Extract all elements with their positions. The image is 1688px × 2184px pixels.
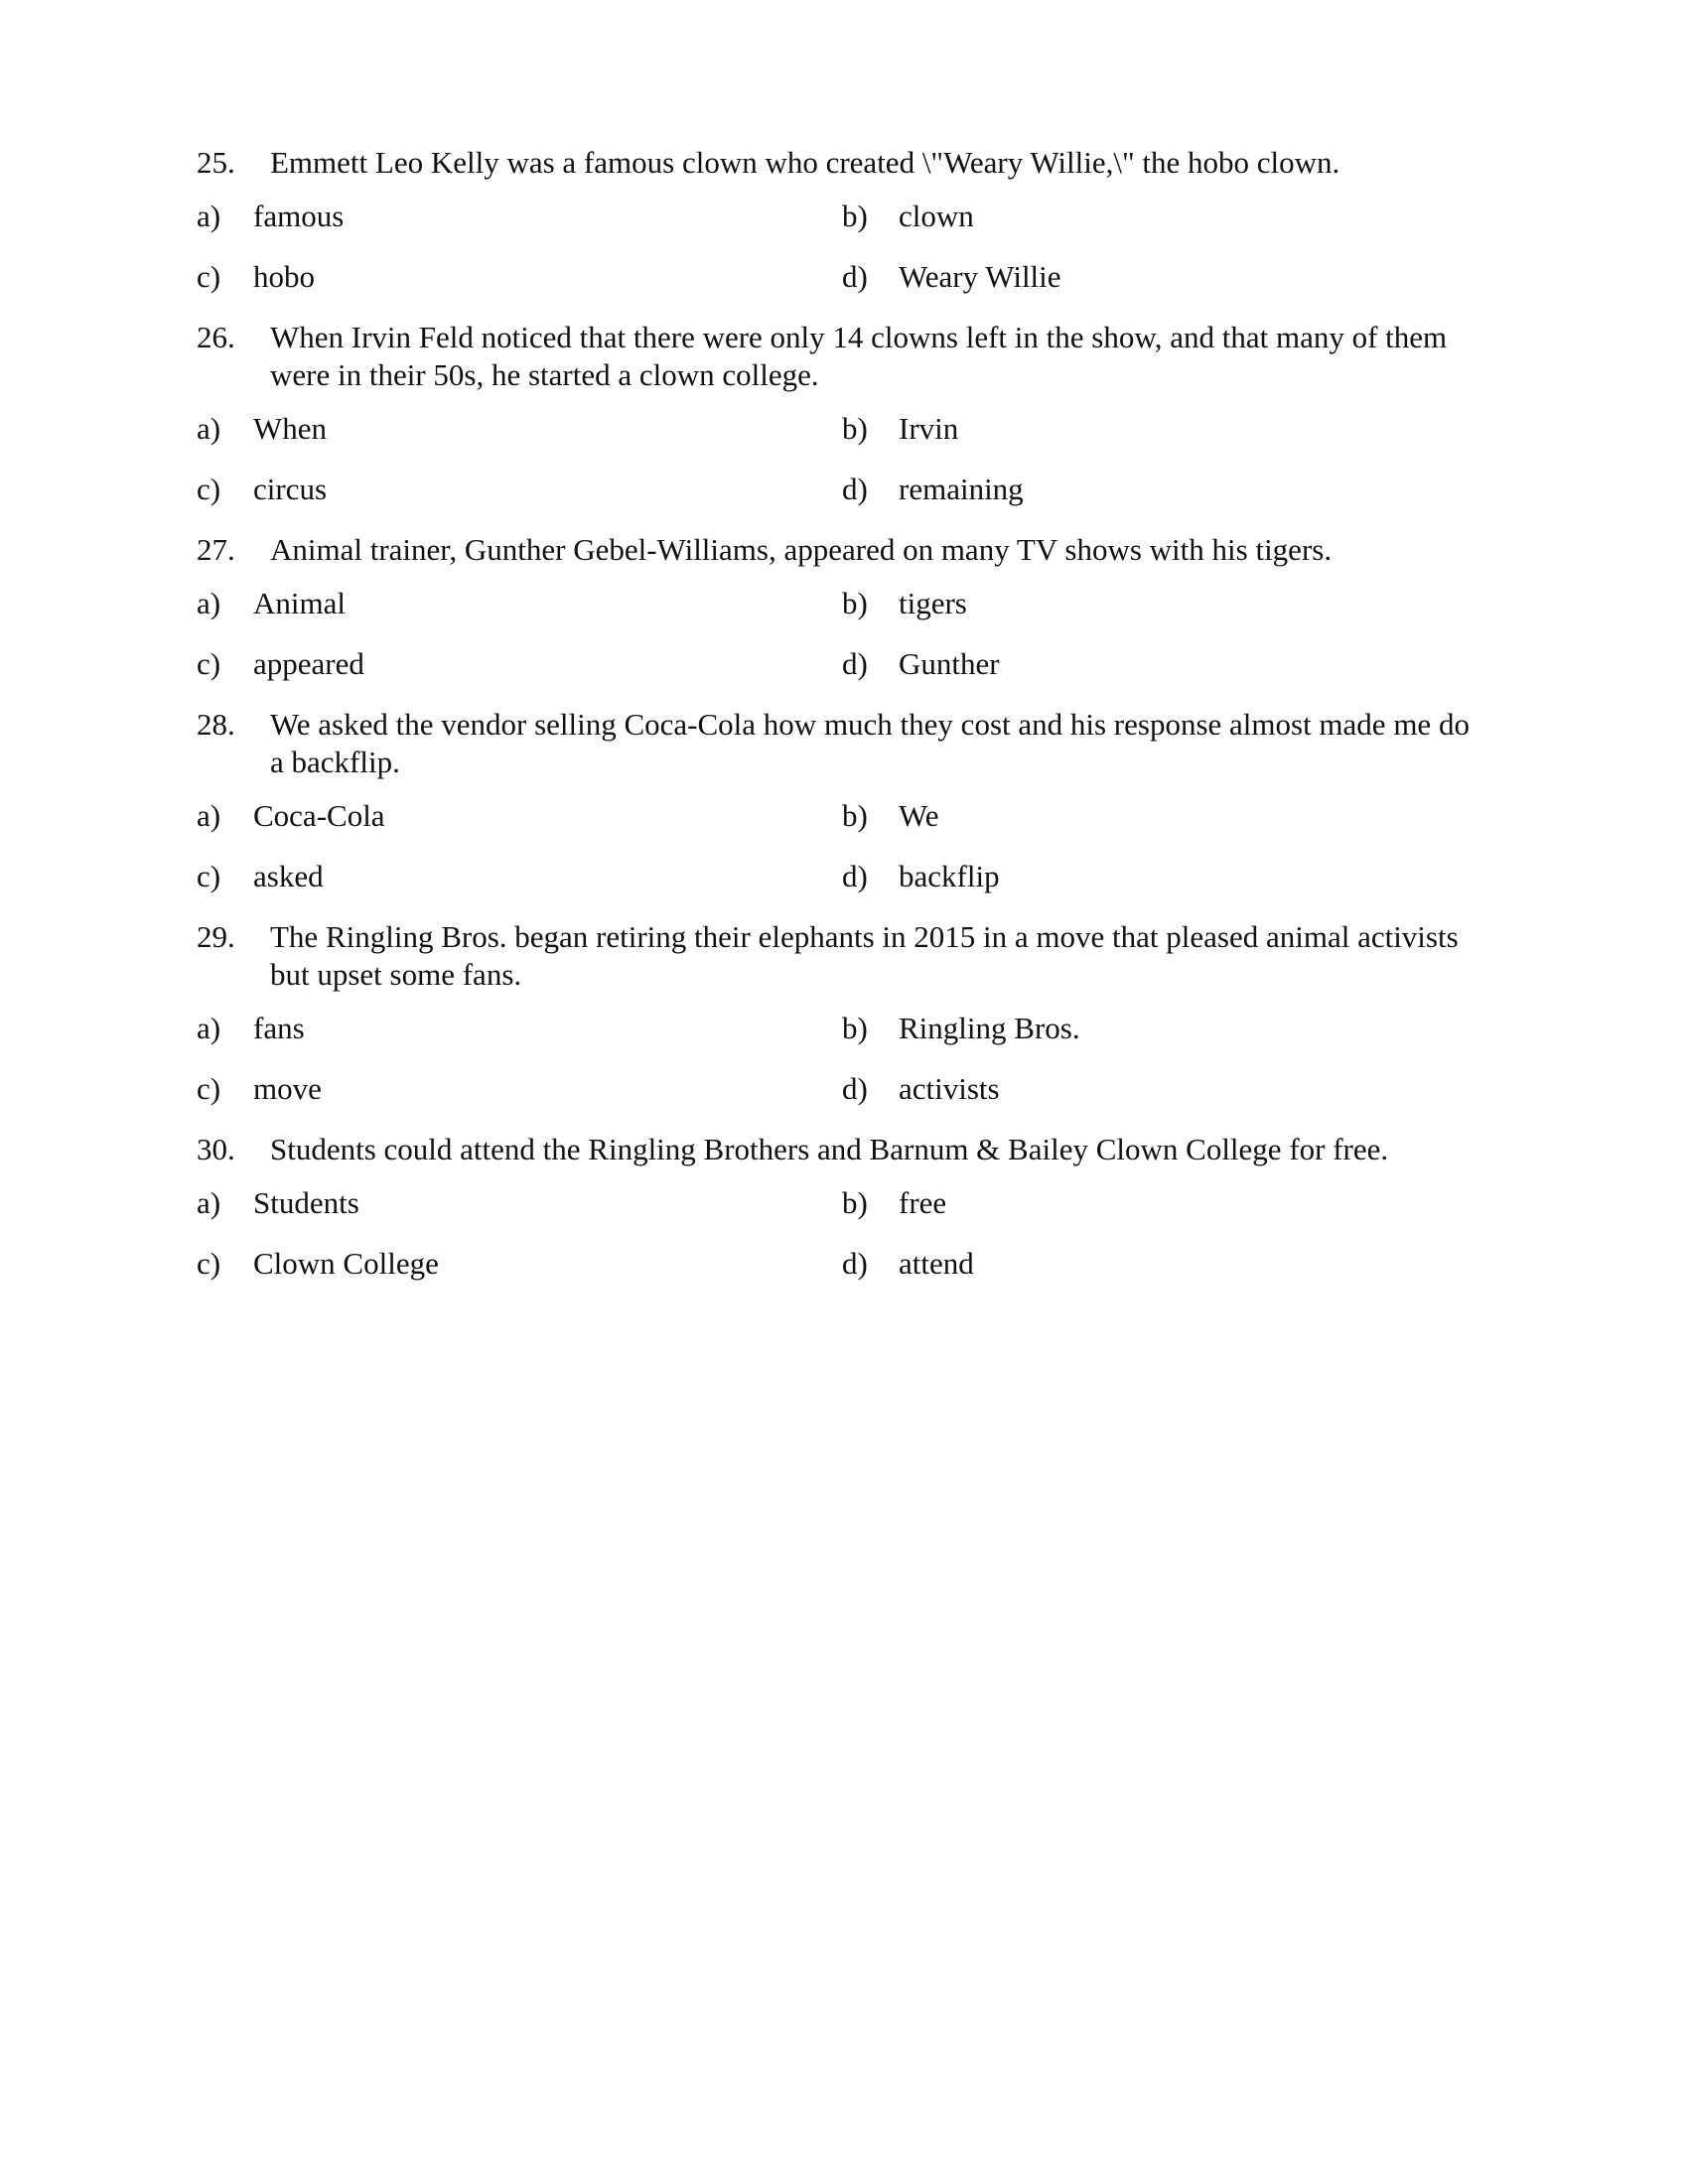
question-number: 30. — [197, 1132, 235, 1166]
question-number: 29. — [197, 919, 235, 954]
option-letter: d) — [842, 859, 868, 893]
question-text: When Irvin Feld noticed that there were only 14 clowns left in the show, and that many of them were in their 50s, he started a clown college. — [270, 320, 1448, 392]
option-text: tigers — [899, 586, 967, 620]
answer-options — [197, 585, 1487, 706]
question-stem — [197, 706, 1487, 781]
option-b — [842, 585, 1487, 622]
option-row — [197, 645, 1487, 706]
option-text: Clown College — [253, 1246, 439, 1281]
question-29 — [197, 918, 1487, 1131]
option-text: fans — [253, 1011, 305, 1045]
option-text: We — [899, 798, 939, 833]
option-b — [842, 797, 1487, 835]
option-letter: c) — [197, 472, 221, 506]
option-text: Ringling Bros. — [899, 1011, 1080, 1045]
option-b — [842, 198, 1487, 235]
question-text: The Ringling Bros. began retiring their elephants in 2015 in a move that pleased animal activists but upset some fans. — [270, 919, 1459, 992]
option-b — [842, 1184, 1487, 1222]
option-row — [197, 797, 1487, 858]
option-row — [197, 1245, 1487, 1305]
option-d — [842, 1245, 1487, 1283]
option-row — [197, 1070, 1487, 1131]
option-d — [842, 471, 1487, 508]
question-number: 27. — [197, 532, 235, 567]
option-text: When — [253, 411, 328, 446]
option-letter: d) — [842, 259, 868, 294]
question-26 — [197, 319, 1487, 531]
option-text: remaining — [899, 472, 1024, 506]
option-c — [197, 858, 842, 895]
option-row — [197, 471, 1487, 531]
option-b — [842, 410, 1487, 448]
question-stem — [197, 918, 1487, 994]
option-d — [842, 645, 1487, 683]
option-letter: a) — [197, 798, 221, 833]
option-text: free — [899, 1185, 947, 1220]
option-row — [197, 1184, 1487, 1245]
option-text: move — [253, 1071, 322, 1106]
option-letter: a) — [197, 199, 221, 233]
option-letter: c) — [197, 859, 221, 893]
option-text: Animal — [253, 586, 346, 620]
option-letter: d) — [842, 1246, 868, 1281]
option-text: appeared — [253, 646, 364, 681]
option-c — [197, 1070, 842, 1108]
option-text: backflip — [899, 859, 1000, 893]
option-letter: c) — [197, 259, 221, 294]
question-number: 26. — [197, 320, 235, 354]
question-number: 28. — [197, 707, 235, 742]
question-27 — [197, 531, 1487, 706]
option-text: Coca-Cola — [253, 798, 385, 833]
option-row — [197, 1010, 1487, 1070]
option-text: asked — [253, 859, 324, 893]
option-letter: c) — [197, 1071, 221, 1106]
option-text: Gunther — [899, 646, 1000, 681]
option-text: Students — [253, 1185, 359, 1220]
option-a — [197, 1010, 842, 1047]
question-number: 25. — [197, 145, 235, 180]
question-list — [197, 144, 1487, 1305]
option-letter: a) — [197, 1185, 221, 1220]
option-letter: a) — [197, 1011, 221, 1045]
option-letter: a) — [197, 411, 221, 446]
option-letter: c) — [197, 646, 221, 681]
option-letter: b) — [842, 798, 868, 833]
option-letter: a) — [197, 586, 221, 620]
option-row — [197, 858, 1487, 918]
option-letter: d) — [842, 1071, 868, 1106]
option-row — [197, 258, 1487, 319]
option-a — [197, 797, 842, 835]
answer-options — [197, 410, 1487, 531]
answer-options — [197, 1010, 1487, 1131]
option-row — [197, 585, 1487, 645]
answer-options — [197, 198, 1487, 319]
option-text: activists — [899, 1071, 1000, 1106]
option-a — [197, 585, 842, 622]
question-text: Emmett Leo Kelly was a famous clown who created \"Weary Willie,\" the hobo clown. — [270, 145, 1340, 180]
option-text: clown — [899, 199, 974, 233]
option-b — [842, 1010, 1487, 1047]
option-letter: b) — [842, 199, 868, 233]
option-d — [842, 1070, 1487, 1108]
question-text: Students could attend the Ringling Brothers and Barnum & Bailey Clown College for free. — [270, 1132, 1389, 1166]
option-a — [197, 198, 842, 235]
option-row — [197, 410, 1487, 471]
option-letter: d) — [842, 646, 868, 681]
option-c — [197, 1245, 842, 1283]
option-d — [842, 858, 1487, 895]
question-30 — [197, 1131, 1487, 1305]
option-c — [197, 645, 842, 683]
option-a — [197, 1184, 842, 1222]
option-text: circus — [253, 472, 328, 506]
option-text: Weary Willie — [899, 259, 1061, 294]
question-stem — [197, 531, 1487, 569]
option-letter: b) — [842, 1185, 868, 1220]
option-a — [197, 410, 842, 448]
option-text: Irvin — [899, 411, 959, 446]
question-stem — [197, 144, 1487, 182]
option-row — [197, 198, 1487, 258]
question-28 — [197, 706, 1487, 918]
question-stem — [197, 319, 1487, 394]
option-d — [842, 258, 1487, 296]
option-text: hobo — [253, 259, 315, 294]
question-text: We asked the vendor selling Coca-Cola how much they cost and his response almost made me do a backflip. — [270, 707, 1470, 779]
option-letter: b) — [842, 586, 868, 620]
question-text: Animal trainer, Gunther Gebel-Williams, appeared on many TV shows with his tigers. — [270, 532, 1333, 567]
answer-options — [197, 797, 1487, 918]
option-letter: b) — [842, 1011, 868, 1045]
option-c — [197, 471, 842, 508]
option-letter: b) — [842, 411, 868, 446]
option-letter: d) — [842, 472, 868, 506]
option-letter: c) — [197, 1246, 221, 1281]
answer-options — [197, 1184, 1487, 1305]
option-c — [197, 258, 842, 296]
question-stem — [197, 1131, 1487, 1168]
option-text: famous — [253, 199, 345, 233]
question-25 — [197, 144, 1487, 319]
option-text: attend — [899, 1246, 974, 1281]
